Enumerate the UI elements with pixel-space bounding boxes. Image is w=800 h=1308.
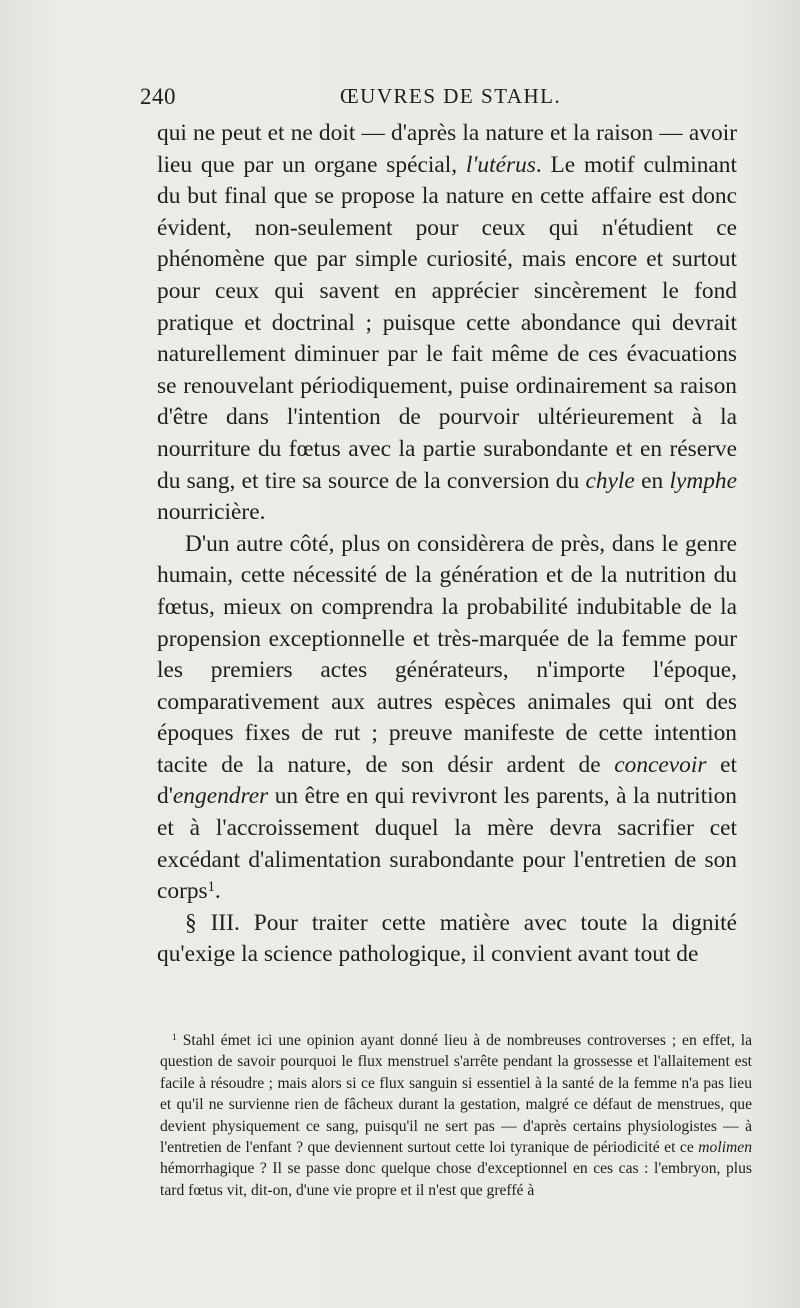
italic-term: chyle (585, 467, 635, 494)
footnote-1: $^1$ Stahl émet ici une opinion ayant donné lieu à de nombreuses controverses ; en effet, la question de savoir pourquoi le flux menstruel s'arrête pendant la grossesse et l'allaitement est facile à résoudre ; mais alors si ce flux sanguin si essentiel à la santé de la femme n'a pas lieu et qu'il ne survienne rien de fâcheux durant la gestation, malgré ce défaut de menstrues, que devient physiquement ce sang, puisqu'il ne sert pas — d'après certains physiologistes — à l'entretien de l'enfant ? que deviennent surtout cette loi tyranique de périodicité et ce molimen hémorrhagique ? Il se passe donc quelque chose d'exceptionnel en ces cas : l'embryon, plus tard fœtus vit, dit-on, d'une vie propre et il n'est que greffé à (160, 1032, 752, 1199)
footnote-reference: 1 (207, 879, 215, 895)
footnote-marker: 1 (172, 1032, 177, 1044)
paragraph-3: § III. Pour traiter cette matière avec toute la dignité qu'exige la science pathologique, il convient avant tout de (157, 909, 737, 968)
body-text (157, 118, 737, 971)
italic-term: concevoir (614, 751, 707, 778)
italic-term: engendrer (172, 783, 269, 810)
paragraph-2: D'un autre côté, plus on considèrera de près, dans le genre humain, cette nécessité de la génération et de la nutrition du fœtus, mieux on comprendra la probabilité indubitable de la propension exceptionnelle et très-marquée de la femme pour les premiers actes générateurs, n'importe l'époque, comparativement aux autres espèces animales qui ont des époques fixes de rut ; preuve manifeste de cette intention tacite de la nature, de son désir ardent de concevoir et d'engendrer un être en qui revivront les parents, à la nutrition et à l'accroissement duquel la mère devra sacrifier cet excédant d'alimentation surabondante pour l'entretien de son corps$^1$. (157, 530, 737, 905)
italic-term: lymphe (669, 467, 737, 494)
footnotes (160, 1030, 752, 1201)
italic-term: molimen (698, 1139, 752, 1157)
paragraph-1: qui ne peut et ne doit — d'après la nature et la raison — avoir lieu que par un organe spécial, l'utérus. Le motif culminant du but final que se propose la nature en cette affaire est donc évident, non-seulement pour ceux qui n'étudient ce phénomène que par simple curiosité, mais encore et surtout pour ceux qui savent en apprécier sincèrement le fond pratique et doctrinal ; puisque cette abondance qui devrait naturellement diminuer par le fait même de ces évacuations se renouvelant périodiquement, puise ordinairement sa raison d'être dans l'intention de pourvoir ultérieurement à la nourriture du fœtus avec la partie surabondante et en réserve du sang, et tire sa source de la conversion du chyle en lymphe nourricière. (157, 120, 737, 526)
page-number: 240 (140, 84, 176, 109)
italic-term: l'utérus (465, 151, 536, 178)
running-head: ŒUVRES DE STAHL. (340, 84, 562, 108)
